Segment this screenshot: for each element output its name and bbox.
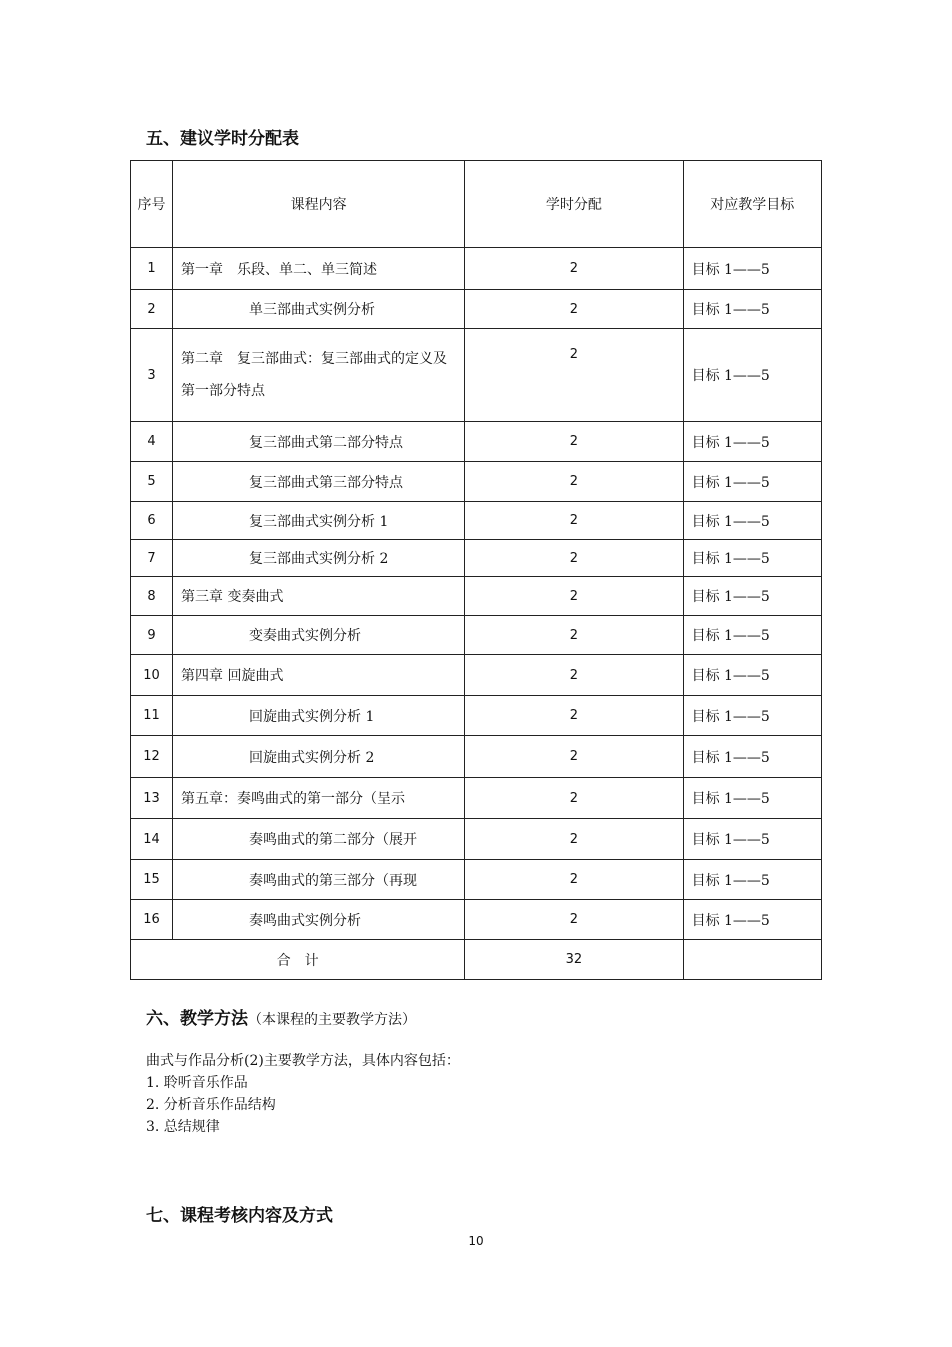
row-hours: 2 xyxy=(465,329,683,422)
section-5-title: 五、建议学时分配表 xyxy=(146,129,299,149)
table-row xyxy=(131,819,822,860)
row-hours: 2 xyxy=(465,819,683,860)
row-hours: 2 xyxy=(465,502,683,540)
row-goal: 目标 1——5 xyxy=(683,540,821,577)
table-row xyxy=(131,900,822,940)
row-goal: 目标 1——5 xyxy=(683,422,821,462)
row-goal: 目标 1——5 xyxy=(683,462,821,502)
row-no: 3 xyxy=(131,329,173,422)
row-hours: 2 xyxy=(465,248,683,290)
row-hours: 2 xyxy=(465,696,683,736)
row-no: 2 xyxy=(131,290,173,329)
row-content: 回旋曲式实例分析 2 xyxy=(173,736,465,778)
total-goal xyxy=(683,940,821,980)
section-6-note: （本课程的主要教学方法） xyxy=(248,1012,416,1028)
row-goal: 目标 1——5 xyxy=(683,860,821,900)
table-row xyxy=(131,696,822,736)
row-content: 复三部曲式第三部分特点 xyxy=(173,462,465,502)
row-goal: 目标 1——5 xyxy=(683,696,821,736)
row-content: 第三章 变奏曲式 xyxy=(173,577,465,616)
row-no: 16 xyxy=(131,900,173,940)
row-no: 10 xyxy=(131,655,173,696)
row-content xyxy=(173,329,465,422)
row-goal: 目标 1——5 xyxy=(683,329,821,422)
row-hours: 2 xyxy=(465,540,683,577)
header-content: 课程内容 xyxy=(173,161,465,248)
row-hours: 2 xyxy=(465,422,683,462)
header-goal: 对应教学目标 xyxy=(683,161,821,248)
row-content: 单三部曲式实例分析 xyxy=(173,290,465,329)
row-no: 12 xyxy=(131,736,173,778)
row-no: 5 xyxy=(131,462,173,502)
row-hours: 2 xyxy=(465,462,683,502)
row-hours: 2 xyxy=(465,655,683,696)
table-row xyxy=(131,860,822,900)
row-hours: 2 xyxy=(465,778,683,819)
row-content: 变奏曲式实例分析 xyxy=(173,616,465,655)
row-content-text: 第二章 复三部曲式：复三部曲式的定义及第一部分特点 xyxy=(181,351,448,399)
row-no: 4 xyxy=(131,422,173,462)
section-7-title: 七、课程考核内容及方式 xyxy=(146,1206,333,1226)
table-row xyxy=(131,329,822,422)
row-content: 复三部曲式第二部分特点 xyxy=(173,422,465,462)
row-no: 15 xyxy=(131,860,173,900)
row-no: 7 xyxy=(131,540,173,577)
table-row xyxy=(131,577,822,616)
row-no: 14 xyxy=(131,819,173,860)
total-hours: 32 xyxy=(465,940,683,980)
section-6-title-text: 六、教学方法 xyxy=(146,1009,248,1029)
table-row xyxy=(131,290,822,329)
table-row xyxy=(131,655,822,696)
row-content: 奏鸣曲式的第三部分（再现 xyxy=(173,860,465,900)
teaching-methods xyxy=(146,1050,460,1138)
header-hours: 学时分配 xyxy=(465,161,683,248)
row-content: 奏鸣曲式的第二部分（展开 xyxy=(173,819,465,860)
row-goal: 目标 1——5 xyxy=(683,290,821,329)
row-no: 8 xyxy=(131,577,173,616)
total-label: 合 计 xyxy=(131,940,465,980)
row-no: 1 xyxy=(131,248,173,290)
row-goal: 目标 1——5 xyxy=(683,248,821,290)
section-6-title xyxy=(146,1004,416,1029)
row-goal: 目标 1——5 xyxy=(683,900,821,940)
row-goal: 目标 1——5 xyxy=(683,502,821,540)
table-row xyxy=(131,778,822,819)
row-goal: 目标 1——5 xyxy=(683,778,821,819)
header-no: 序号 xyxy=(131,161,173,248)
row-goal: 目标 1——5 xyxy=(683,577,821,616)
row-content: 第一章 乐段、单二、单三简述 xyxy=(173,248,465,290)
row-content: 奏鸣曲式实例分析 xyxy=(173,900,465,940)
table-row xyxy=(131,736,822,778)
table-row xyxy=(131,540,822,577)
row-no: 11 xyxy=(131,696,173,736)
methods-intro: 曲式与作品分析(2)主要教学方法，具体内容包括： xyxy=(146,1053,460,1069)
row-goal: 目标 1——5 xyxy=(683,736,821,778)
row-goal: 目标 1——5 xyxy=(683,819,821,860)
table-row xyxy=(131,616,822,655)
table-header-row xyxy=(131,161,822,248)
row-hours: 2 xyxy=(465,616,683,655)
table-row xyxy=(131,502,822,540)
row-hours: 2 xyxy=(465,577,683,616)
row-no: 13 xyxy=(131,778,173,819)
row-goal: 目标 1——5 xyxy=(683,616,821,655)
hours-allocation-table xyxy=(130,160,822,980)
row-goal: 目标 1——5 xyxy=(683,655,821,696)
row-no: 6 xyxy=(131,502,173,540)
table-total-row xyxy=(131,940,822,980)
list-item: 1. 聆听音乐作品 xyxy=(146,1075,248,1091)
row-content: 复三部曲式实例分析 1 xyxy=(173,502,465,540)
table-row xyxy=(131,248,822,290)
table-row xyxy=(131,422,822,462)
list-item: 3. 总结规律 xyxy=(146,1119,220,1135)
page-number: 10 xyxy=(468,1234,484,1248)
row-content: 回旋曲式实例分析 1 xyxy=(173,696,465,736)
row-hours: 2 xyxy=(465,290,683,329)
row-content: 第四章 回旋曲式 xyxy=(173,655,465,696)
table-row xyxy=(131,462,822,502)
row-no: 9 xyxy=(131,616,173,655)
row-hours: 2 xyxy=(465,860,683,900)
list-item: 2. 分析音乐作品结构 xyxy=(146,1097,276,1113)
row-content: 复三部曲式实例分析 2 xyxy=(173,540,465,577)
row-hours: 2 xyxy=(465,900,683,940)
row-hours: 2 xyxy=(465,736,683,778)
row-content: 第五章：奏鸣曲式的第一部分（呈示 xyxy=(173,778,465,819)
